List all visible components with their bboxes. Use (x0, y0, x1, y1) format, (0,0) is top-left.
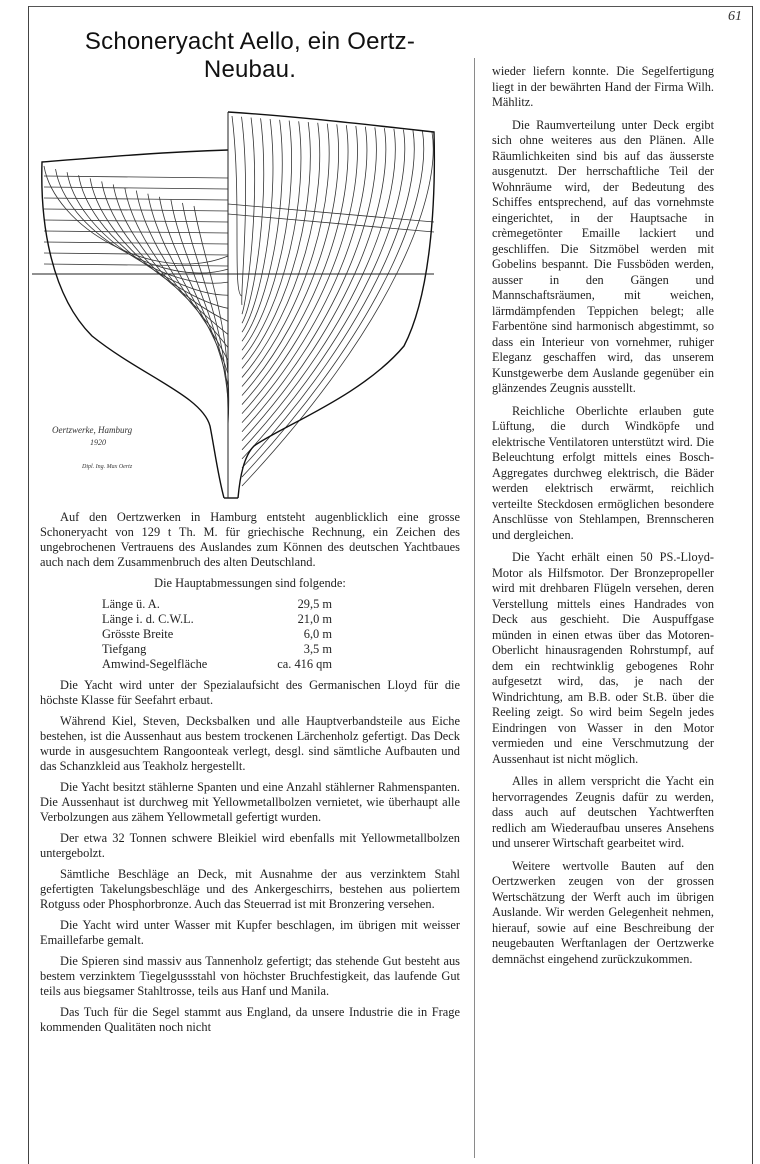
station-line (44, 242, 228, 244)
drawing-caption (52, 425, 133, 470)
caption-line-2: 1920 (90, 438, 106, 447)
caption-line-3: Dipl. Ing. Max Oertz (82, 464, 133, 470)
body-paragraph: Die Yacht erhält einen 50 PS.-Lloyd-Motor als Hilfsmotor. Der Bronzepropeller wird mit drehbaren Flügeln versehen, deren Verstellung mittels eines Handrades von Deck aus geschieht. Die Auspuffgase münden in einen etwas über das Motoren-Oberlicht hinausragenden Rohrstumpf, auf dem ein rechtwinklig gebogenes Rohr aufgesetzt wird, das, je nach der Windrichtung, am B.B. oder St.B. über die Reeling zeigt. So wird beim Segeln jedes Eindringen von Wasser in den Motor vermieden und eine Verschmutzung der Aussenhaut ist nicht möglich. (492, 550, 714, 766)
body-paragraph: Sämtliche Beschläge an Deck, mit Ausnahme der aus verzinktem Stahl gefertigten Takelungsbeschläge und des Ankergeschirrs, bestehen aus poliertem Rotguss oder Phosphorbronze. Auch das Steuerrad ist mit Bronzering versehen. (40, 867, 460, 911)
right-column (492, 64, 714, 974)
dimension-value: 29,5 m (297, 597, 332, 611)
section-line (242, 124, 339, 395)
section-line (159, 197, 228, 387)
dimension-row (102, 642, 332, 657)
section-line (242, 125, 348, 404)
dimension-row (102, 657, 332, 672)
section-line (182, 203, 228, 413)
page-border-right (752, 6, 753, 1164)
station-line (44, 176, 228, 178)
section-line (242, 122, 310, 368)
section-line (79, 175, 228, 295)
section-line (44, 166, 228, 264)
left-column (40, 510, 460, 1041)
caption-line-1: Oertzwerke, Hamburg (52, 425, 133, 435)
dimension-row (102, 612, 332, 627)
body-paragraph: Die Yacht besitzt stählerne Spanten und eine Anzahl stählerner Rahmenspanten. Die Aussenhaut ist durchweg mit Yellowmetallbolzen vernietet, wie überhaupt alle Verbolzungen aus zähem Yellowmetall gefertigt wurden. (40, 780, 460, 824)
section-line (136, 191, 228, 361)
body-paragraph: Das Tuch für die Segel stammt aus England, da unsere Industrie die in Frage kommenden Qualitäten noch nicht (40, 1005, 460, 1034)
section-line (232, 116, 242, 296)
dimension-value: 3,5 m (303, 642, 332, 656)
dimensions-heading: Die Hauptabmessungen sind folgende: (154, 576, 346, 590)
page-number: 61 (728, 9, 742, 24)
body-paragraph: Weitere wertvolle Bauten auf den Oertzwerken zeugen von der grossen Wertschätzung der Werft auch im übrigen Auslande. Wir werden Gelegenheit nehmen, hierauf, sowie auf eine Beschreibung der neugebauten Werftanlagen der Oertzwerke demnächst eingehend zurückzukommen. (492, 858, 714, 966)
dimensions-table (102, 597, 332, 672)
station-line (44, 209, 228, 211)
dimension-label: Länge i. d. C.W.L. (102, 612, 194, 626)
dimension-label: Länge ü. A. (102, 597, 160, 611)
section-line (194, 206, 229, 426)
dimension-value: 6,0 m (303, 627, 332, 641)
dimension-value: ca. 416 qm (277, 657, 332, 671)
intro-paragraph: Auf den Oertzwerken in Hamburg entsteht augenblicklich eine grosse Schoneryacht von 129 t Th. M. für griechische Rechnung, ein Zeichen des ungebrochenen Vertrauens des Auslandes zum Können des deutschen Yachtbaues auch nach dem Zusammenbruch des alten Deutschland. (40, 510, 460, 569)
station-line (44, 198, 228, 200)
section-line (242, 123, 320, 378)
page-border-top (28, 6, 752, 7)
station-line (44, 264, 228, 266)
body-paragraph: Der etwa 32 Tonnen schwere Bleikiel wird ebenfalls mit Yellowmetallbolzen untergebolzt. (40, 831, 460, 860)
column-divider (474, 58, 475, 1158)
body-paragraph: Alles in allem verspricht die Yacht ein hervorragendes Zeugnis dafür zu werden, dass auch auf deutschen Yachtwerften redlich am Wiederaufbau unseres Ansehens und unserer Wirtschaft gearbeitet wird. (492, 774, 714, 850)
dimension-label: Amwind-Segelfläche (102, 657, 208, 671)
body-paragraph: Die Raumverteilung unter Deck ergibt sich ohne weiteres aus den Plänen. Alle Räumlichkeiten sind bis auf das äusserste ausgenutzt. Der herrschaftliche Teil der Wohnräume wird, der Bedeutung des Schiffes entsprechend, auf das vornehmste eingerichtet, in der Hauptsache in crèmegetönter Emaille lackiert und geschliffen. Die Sitzmöbel werden mit Gobelins bespannt. Die Fussböden werden, ausser in den Gängen und Mannschaftsräumen, mit weichen, lärmdämpfenden Teppichen belegt; alle Farbentöne sind harmonisch abgestimmt, so dass ein Interieur von vornehmer, ruhiger Eleganz geschaffen wird, das unserem Kunstgewerbe dem Auslande gegenüber ein glänzendes Zeugnis ausstellt. (492, 117, 714, 395)
body-paragraph: Die Yacht wird unter der Spezialaufsicht des Germanischen Lloyd für die höchste Klasse für Seefahrt erbaut. (40, 678, 460, 707)
dimension-label: Grösste Breite (102, 627, 174, 641)
section-line (242, 117, 246, 305)
station-line (44, 231, 228, 233)
body-paragraph: Die Spieren sind massiv aus Tannenholz gefertigt; das stehende Gut besteht aus bestem verzinktem Tiegelgussstahl von höchster Bruchfestigkeit, das laufende Gut teils aus biegsamer Stahltrosse, teils aus Hanf und Manila. (40, 954, 460, 998)
dimension-row (102, 597, 332, 612)
continuation-paragraph: wieder liefern konnte. Die Segelfertigung liegt in der bewährten Hand der Firma Wilh. Mählitz. (492, 64, 714, 109)
section-line (242, 130, 405, 459)
body-paragraph: Reichliche Oberlichte erlauben gute Lüftung, die durch Windköpfe und elektrische Ventilatoren unterstützt wird. Die Beleuchtung erfolgt mittels eines Bosch-Aggregates durchweg elektrisch, die Bäder werden elektrisch erwärmt, reichlich verteilte Steckdosen ermöglichen besondere Anschlüsse von Stehlampen, Brennscheren und dergleichen. (492, 403, 714, 542)
dimension-value: 21,0 m (297, 612, 332, 626)
section-line (242, 127, 367, 423)
section-line (171, 200, 228, 400)
section-line (242, 131, 424, 477)
section-line (242, 121, 292, 351)
body-paragraph: Während Kiel, Steven, Decksbalken und alle Hauptverbandsteile aus Eiche bestehen, ist die Aussenhaut aus bestem trockenen Lärchenholz gefertigt. Das Deck wurde in ausgesuchtem Rangoonteak verlegt, desgl. sind sämtliche Aufbauten und das Schanzkleid aus Teakholz hergestellt. (40, 714, 460, 773)
dimension-label: Tiefgang (102, 642, 147, 656)
page-border-left (28, 6, 29, 1164)
section-line (102, 181, 228, 321)
body-paragraph: Die Yacht wird unter Wasser mit Kupfer beschlagen, im übrigen mit weisser Emaillefarbe gemalt. (40, 918, 460, 947)
hull-lines-drawing (32, 96, 462, 506)
section-line (242, 119, 273, 332)
article-title: Schoneryacht Aello, ein Oertz-Neubau. (84, 28, 416, 83)
dimension-row (102, 627, 332, 642)
section-line (148, 194, 228, 374)
